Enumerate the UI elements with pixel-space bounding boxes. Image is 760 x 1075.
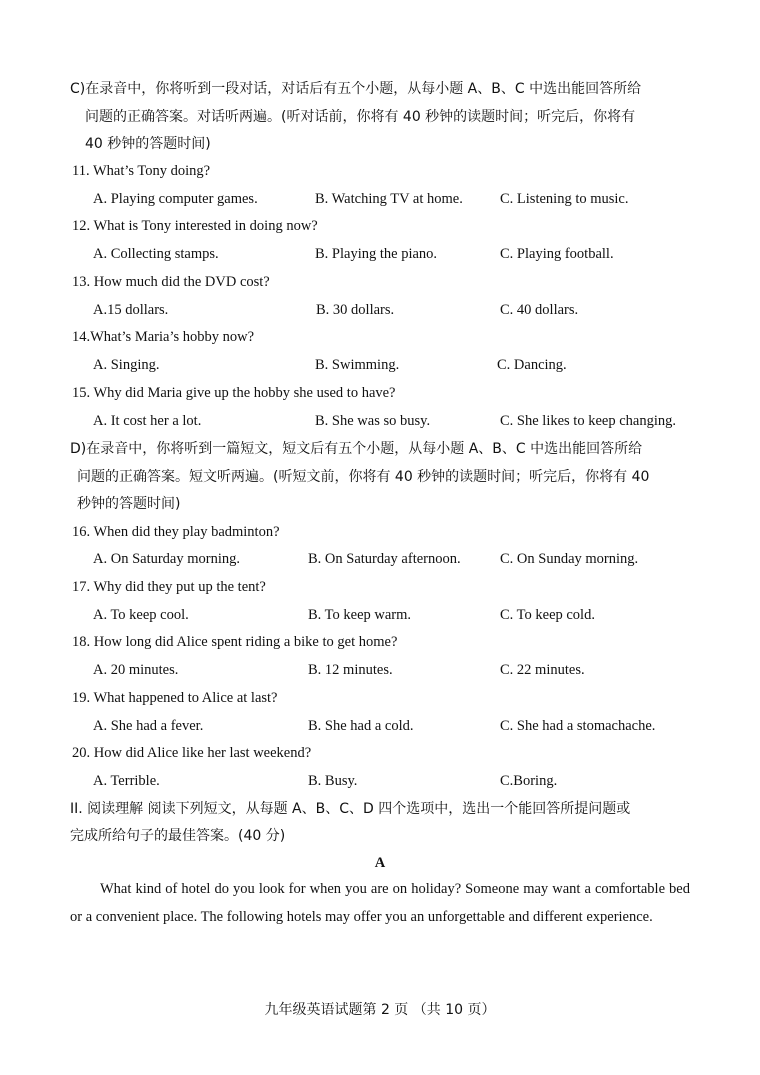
section-ii-instruction-line1: II. 阅读理解 阅读下列短文，从每题 A、B、C、D 四个选项中，选出一个能回答所提问题或 xyxy=(70,801,631,817)
question-18: 18. How long did Alice spent riding a bike to get home? xyxy=(72,634,398,650)
q14-option-a: A. Singing. xyxy=(93,357,160,373)
q16-option-b: B. On Saturday afternoon. xyxy=(308,551,461,567)
passage-a-heading: A xyxy=(374,855,386,871)
q20-option-c: C.Boring. xyxy=(500,773,558,789)
q13-option-b: B. 30 dollars. xyxy=(316,302,395,318)
q14-option-c: C. Dancing. xyxy=(497,357,567,373)
q17-option-a: A. To keep cool. xyxy=(93,607,189,623)
section-c-instruction-line2: 问题的正确答案。对话听两遍。(听对话前，你将有 40 秒钟的读题时间；听完后，你将有 xyxy=(85,109,636,125)
section-ii-instruction-line2: 完成所给句子的最佳答案。(40 分) xyxy=(70,828,286,844)
q16-option-a: A. On Saturday morning. xyxy=(93,551,240,567)
question-14: 14.What’s Maria’s hobby now? xyxy=(72,329,255,345)
question-11: 11. What’s Tony doing? xyxy=(72,163,211,179)
q15-option-c: C. She likes to keep changing. xyxy=(500,413,676,429)
passage-a-text: What kind of hotel do you look for when you are on holiday? Someone may want a comfortable bed or a convenient place. The following hotels may offer you an unforgettable and different experience. xyxy=(70,881,690,925)
section-c-instruction-line1: C)在录音中，你将听到一段对话，对话后有五个小题，从每小题 A、B、C 中选出能回答所给 xyxy=(70,81,642,97)
q19-option-b: B. She had a cold. xyxy=(308,718,414,734)
q15-option-b: B. She was so busy. xyxy=(315,413,431,429)
q20-option-b: B. Busy. xyxy=(308,773,358,789)
question-17: 17. Why did they put up the tent? xyxy=(72,579,266,595)
section-d-instruction-line2: 问题的正确答案。短文听两遍。(听短文前，你将有 40 秒钟的读题时间；听完后，你将有 40 xyxy=(77,469,650,485)
q11-option-c: C. Listening to music. xyxy=(500,191,629,207)
q12-option-c: C. Playing football. xyxy=(500,246,614,262)
q15-option-a: A. It cost her a lot. xyxy=(93,413,202,429)
question-12: 12. What is Tony interested in doing now? xyxy=(72,218,318,234)
page-footer: 九年级英语试题第 2 页 （共 10 页） xyxy=(264,1002,496,1018)
q16-option-c: C. On Sunday morning. xyxy=(500,551,639,567)
question-15: 15. Why did Maria give up the hobby she used to have? xyxy=(72,385,396,401)
question-16: 16. When did they play badminton? xyxy=(72,524,280,540)
q19-option-a: A. She had a fever. xyxy=(93,718,204,734)
q18-option-b: B. 12 minutes. xyxy=(308,662,393,678)
q17-option-c: C. To keep cold. xyxy=(500,607,595,623)
q11-option-a: A. Playing computer games. xyxy=(93,191,258,207)
q18-option-c: C. 22 minutes. xyxy=(500,662,585,678)
q13-option-c: C. 40 dollars. xyxy=(500,302,579,318)
section-d-instruction-line1: D)在录音中，你将听到一篇短文，短文后有五个小题，从每小题 A、B、C 中选出能回答所给 xyxy=(70,441,643,457)
section-d-instruction-line3: 秒钟的答题时间) xyxy=(77,496,181,512)
q14-option-b: B. Swimming. xyxy=(315,357,400,373)
q20-option-a: A. Terrible. xyxy=(93,773,160,789)
section-c-instruction-line3: 40 秒钟的答题时间) xyxy=(85,136,211,152)
q19-option-c: C. She had a stomachache. xyxy=(500,718,656,734)
q17-option-b: B. To keep warm. xyxy=(308,607,412,623)
q12-option-a: A. Collecting stamps. xyxy=(93,246,219,262)
q13-option-a: A.15 dollars. xyxy=(93,302,169,318)
question-20: 20. How did Alice like her last weekend? xyxy=(72,745,312,761)
q12-option-b: B. Playing the piano. xyxy=(315,246,438,262)
question-19: 19. What happened to Alice at last? xyxy=(72,690,278,706)
question-13: 13. How much did the DVD cost? xyxy=(72,274,270,290)
q11-option-b: B. Watching TV at home. xyxy=(315,191,463,207)
q18-option-a: A. 20 minutes. xyxy=(93,662,179,678)
